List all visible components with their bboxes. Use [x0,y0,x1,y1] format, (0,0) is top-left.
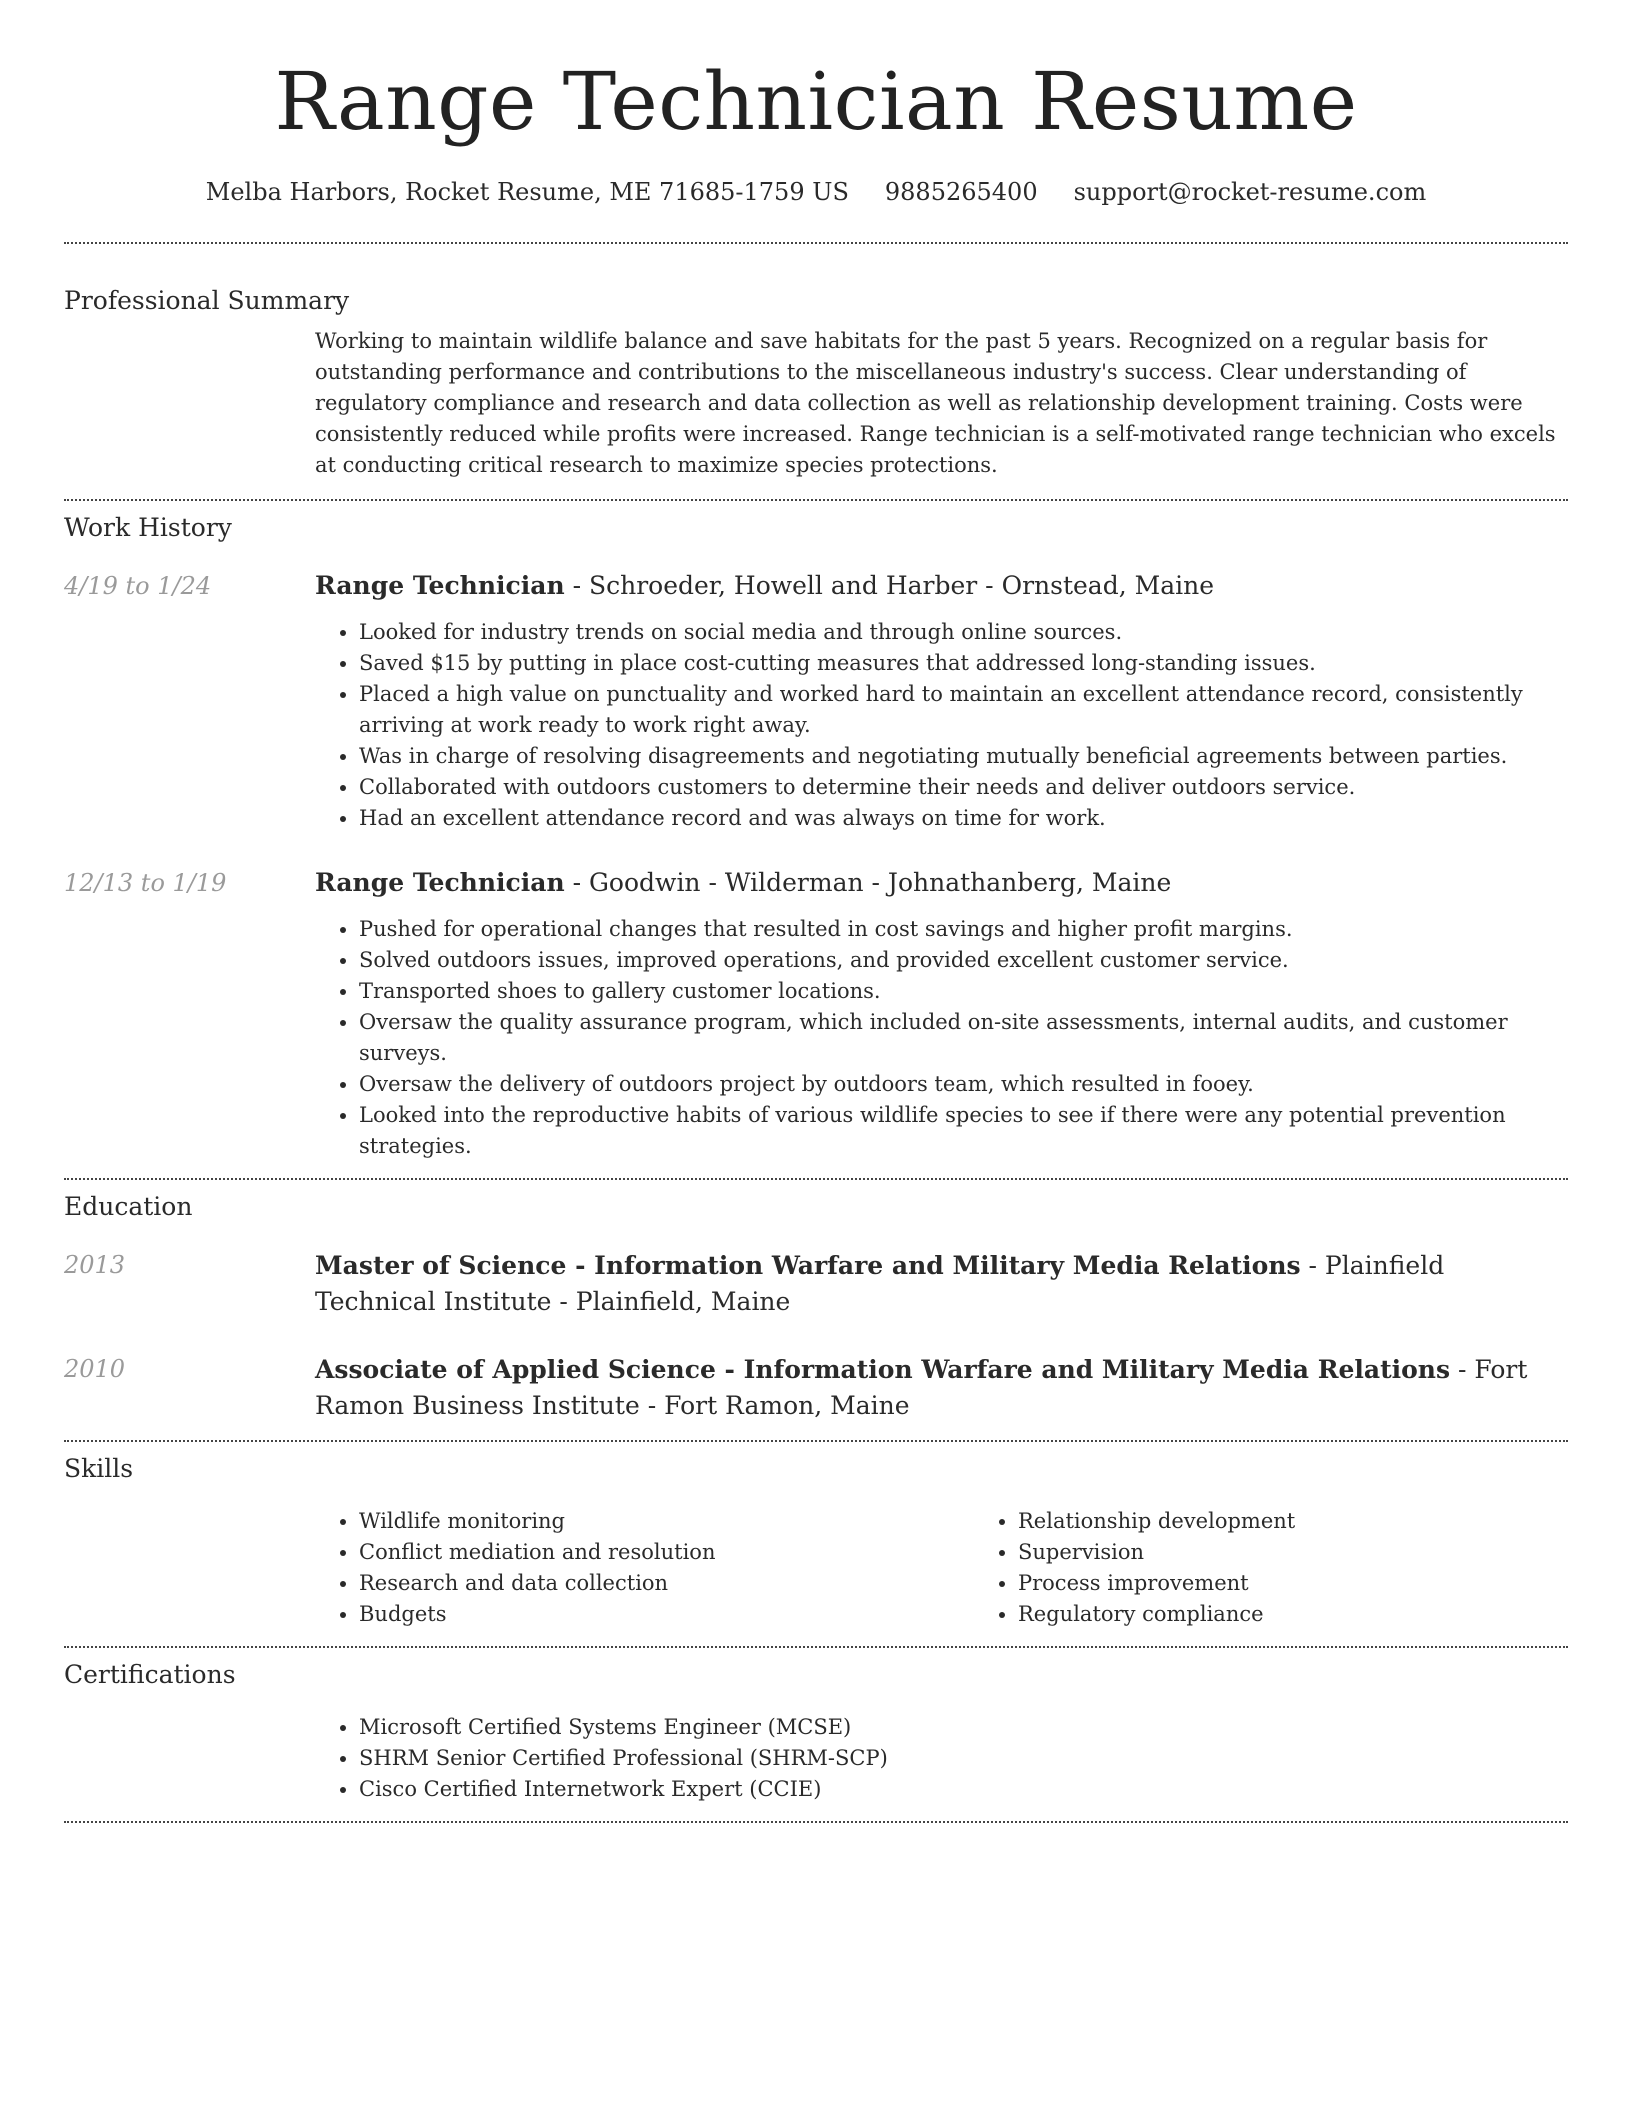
skills-list [315,1506,1632,1630]
section-divider [64,1646,1568,1648]
skill-item: • Wildlife monitoring [359,1506,974,1537]
contact-address: Melba Harbors, Rocket Resume, ME 71685-1759 US [205,178,849,206]
list-item: • Looked for industry trends on social media and through online sources. [359,617,1568,648]
skill-item: • Conflict mediation and resolution [359,1537,974,1568]
job-employer: - Schroeder, Howell and Harber - Ornstead, Maine [564,571,1214,600]
list-item: • Solved outdoors issues, improved operations, and provided excellent customer service. [359,945,1568,976]
section-divider [64,499,1568,501]
education-degree: Associate of Applied Science - Information Warfare and Military Media Relations [315,1355,1451,1384]
education-title [315,1352,1568,1424]
skill-item: • Supervision [1018,1537,1632,1568]
list-item: • Looked into the reproductive habits of various wildlife species to see if there were any potential prevention strategies. [359,1100,1568,1162]
list-item: • Pushed for operational changes that resulted in cost savings and higher profit margins. [359,914,1568,945]
section-divider [64,1440,1568,1442]
skill-item: • Regulatory compliance [1018,1599,1632,1630]
job-role: Range Technician [315,571,565,600]
job-role: Range Technician [315,868,565,897]
summary-heading: Professional Summary [64,286,350,315]
education-degree: Master of Science - Information Warfare and Military Media Relations [315,1251,1301,1280]
education-year: 2010 [64,1355,126,1383]
education-title [315,1248,1568,1320]
skill-item: • Budgets [359,1599,974,1630]
contact-line [64,176,1568,208]
section-divider [64,242,1568,244]
education-entry [64,1248,1568,1320]
list-item: • Oversaw the quality assurance program, which included on-site assessments, internal audits, and customer surveys. [359,1007,1568,1069]
education-school: - Plainfield Technical Institute - Plainfield, Maine [315,1251,1445,1316]
skills-column-left [315,1506,974,1630]
work-history-heading: Work History [64,513,232,542]
certification-item: • Cisco Certified Internetwork Expert (CCIE) [359,1774,1568,1805]
contact-email[interactable]: support@rocket-resume.com [1073,178,1427,206]
list-item: • Transported shoes to gallery customer locations. [359,976,1568,1007]
job-bullets [315,914,1568,1162]
certifications-heading: Certifications [64,1660,236,1689]
job-entry [64,866,1568,1162]
education-year: 2013 [64,1251,126,1279]
summary-text: Working to maintain wildlife balance and save habitats for the past 5 years. Recognized on a regular basis for outstanding performance and contributions to the miscellaneous industry's success. Clear understanding of regulatory compliance and research and data collection as well as relationship development training. Costs were consistently reduced while profits were increased. Range technician is a self-motivated range technician who excels at conducting critical research to maximize species protections. [315,329,1556,477]
job-dates: 12/13 to 1/19 [64,869,227,897]
list-item: • Collaborated with outdoors customers to determine their needs and deliver outdoors service. [359,772,1568,803]
resume-page [64,0,1568,1823]
job-bullets [315,617,1568,834]
list-item: • Oversaw the delivery of outdoors project by outdoors team, which resulted in fooey. [359,1069,1568,1100]
skill-item: • Research and data collection [359,1568,974,1599]
skill-item: • Relationship development [1018,1506,1632,1537]
skills-heading: Skills [64,1454,134,1483]
education-heading: Education [64,1192,193,1221]
job-dates: 4/19 to 1/24 [64,572,212,600]
education-entry [64,1352,1568,1424]
skill-item: • Process improvement [1018,1568,1632,1599]
section-divider [64,1821,1568,1823]
job-entry [64,569,1568,834]
certifications-list [315,1712,1568,1805]
certification-item: • SHRM Senior Certified Professional (SHRM-SCP) [359,1743,1568,1774]
section-divider [64,1178,1568,1180]
certification-item: • Microsoft Certified Systems Engineer (MCSE) [359,1712,1568,1743]
contact-phone: 9885265400 [884,178,1038,206]
list-item: • Had an excellent attendance record and was always on time for work. [359,803,1568,834]
job-employer: - Goodwin - Wilderman - Johnathanberg, Maine [564,868,1172,897]
resume-title: Range Technician Resume [274,55,1358,148]
skills-column-right [974,1506,1632,1630]
list-item: • Was in charge of resolving disagreements and negotiating mutually beneficial agreements between parties. [359,741,1568,772]
list-item: • Placed a high value on punctuality and worked hard to maintain an excellent attendance record, consistently arriving at work ready to work right away. [359,679,1568,741]
job-title [315,866,1568,900]
job-title [315,569,1568,603]
list-item: • Saved $15 by putting in place cost-cutting measures that addressed long-standing issues. [359,648,1568,679]
education-school: - Fort Ramon Business Institute - Fort Ramon, Maine [315,1355,1528,1420]
